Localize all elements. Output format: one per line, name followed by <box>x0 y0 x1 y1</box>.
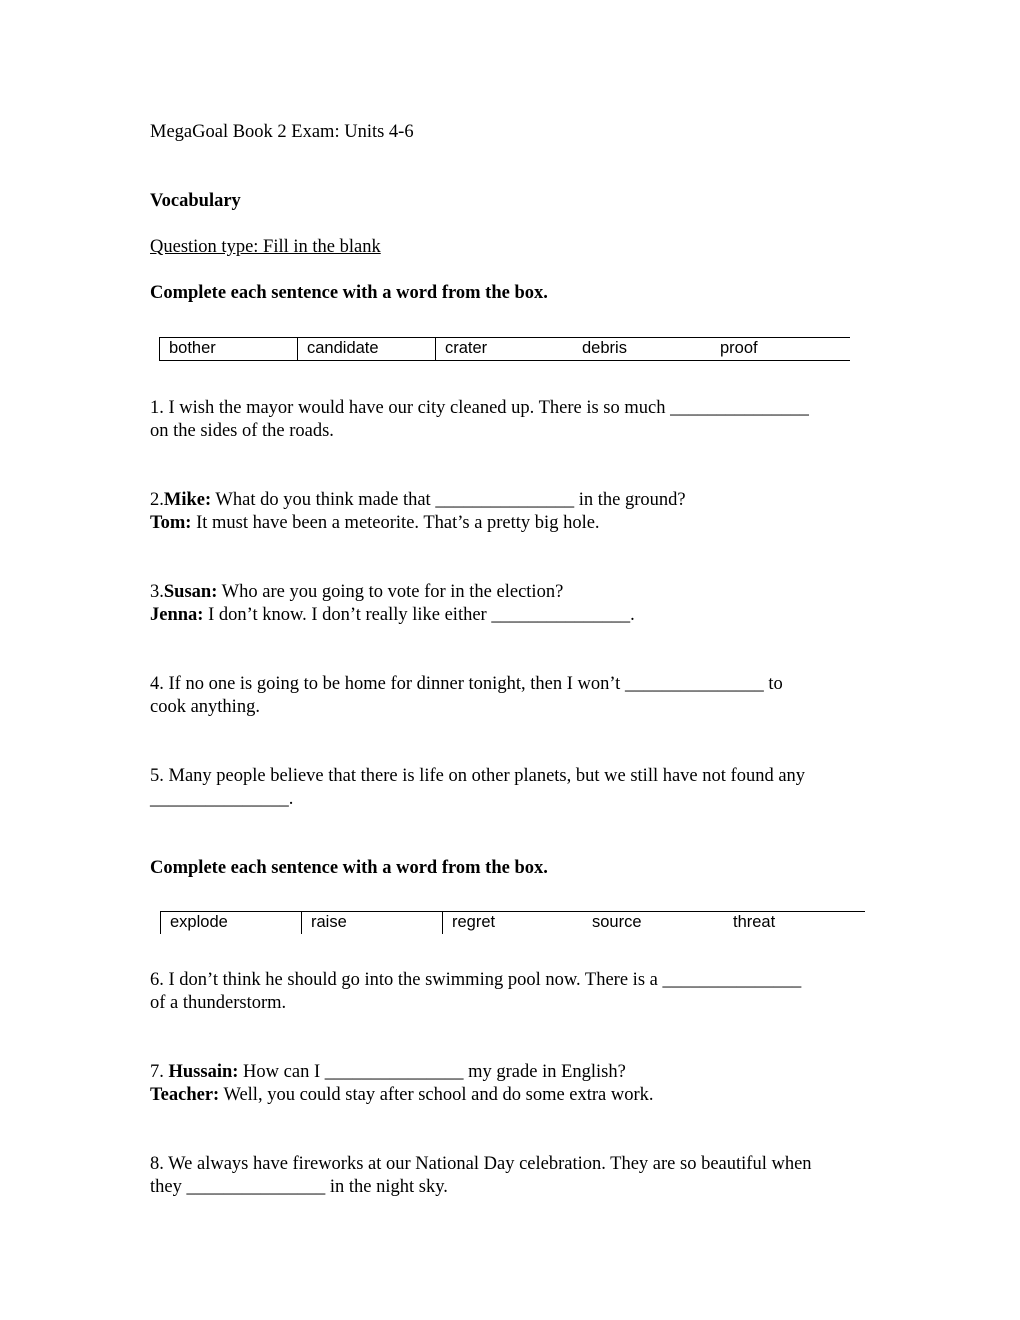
instruction-part-1: Complete each sentence with a word from the box. <box>150 283 548 303</box>
question-6: 6. I don’t think he should go into the swimming pool now. There is a _______________ of a thunderstorm. <box>150 970 802 1013</box>
speaker-name: Susan: <box>163 582 218 602</box>
question-4: 4. If no one is going to be home for dinner tonight, then I won’t _______________ to cook anything. <box>150 674 783 717</box>
word-box-item: source <box>592 913 642 931</box>
word-box-2 <box>160 911 865 934</box>
word-box-item: explode <box>160 912 301 934</box>
speaker-name: Tom: <box>150 513 192 533</box>
word-box-item: threat <box>733 913 776 931</box>
answer-blank[interactable]: _______________ <box>624 674 764 694</box>
word-box-item: debris <box>582 339 627 357</box>
question-3: 3.Susan: Who are you going to vote for in the election? Jenna: I don’t know. I don’t really like either _______________. <box>150 582 635 625</box>
answer-blank[interactable]: _______________ <box>186 1177 326 1197</box>
answer-blank[interactable]: _______________ <box>435 490 575 510</box>
question-type-label: Question type: Fill in the blank <box>150 237 381 257</box>
word-box-item: candidate <box>297 338 435 360</box>
word-box-1 <box>159 337 850 361</box>
question-7: 7. Hussain: How can I _______________ my grade in English? Teacher: Well, you could stay after school and do some extra work. <box>150 1062 654 1105</box>
speaker-name: Hussain: <box>168 1062 239 1082</box>
speaker-name: Jenna: <box>150 605 204 625</box>
answer-blank[interactable]: _______________ <box>670 398 809 418</box>
answer-blank[interactable]: _______________ <box>662 970 802 990</box>
word-box-item: crater <box>435 338 573 360</box>
answer-blank[interactable]: _______________ <box>491 605 631 625</box>
section-heading: Vocabulary <box>150 191 241 211</box>
answer-blank[interactable]: _______________ <box>150 789 289 809</box>
instruction-part-2: Complete each sentence with a word from the box. <box>150 858 548 878</box>
speaker-name: Mike: <box>163 490 212 510</box>
question-1: 1. I wish the mayor would have our city cleaned up. There is so much _______________ on the sides of the roads. <box>150 398 809 441</box>
document-title: MegaGoal Book 2 Exam: Units 4-6 <box>150 122 414 142</box>
word-box-item: proof <box>720 339 758 357</box>
word-box-item: regret <box>442 912 583 934</box>
question-8: 8. We always have fireworks at our National Day celebration. They are so beautiful when they _______________ in the night sky. <box>150 1154 812 1197</box>
word-box-item: bother <box>159 338 297 360</box>
speaker-name: Teacher: <box>150 1085 220 1105</box>
answer-blank[interactable]: _______________ <box>324 1062 464 1082</box>
question-5: 5. Many people believe that there is life on other planets, but we still have not found any _______________. <box>150 766 806 809</box>
word-box-item: raise <box>301 912 442 934</box>
question-2: 2.Mike: What do you think made that _______________ in the ground? Tom: It must have been a meteorite. That’s a pretty big hole. <box>150 490 686 533</box>
